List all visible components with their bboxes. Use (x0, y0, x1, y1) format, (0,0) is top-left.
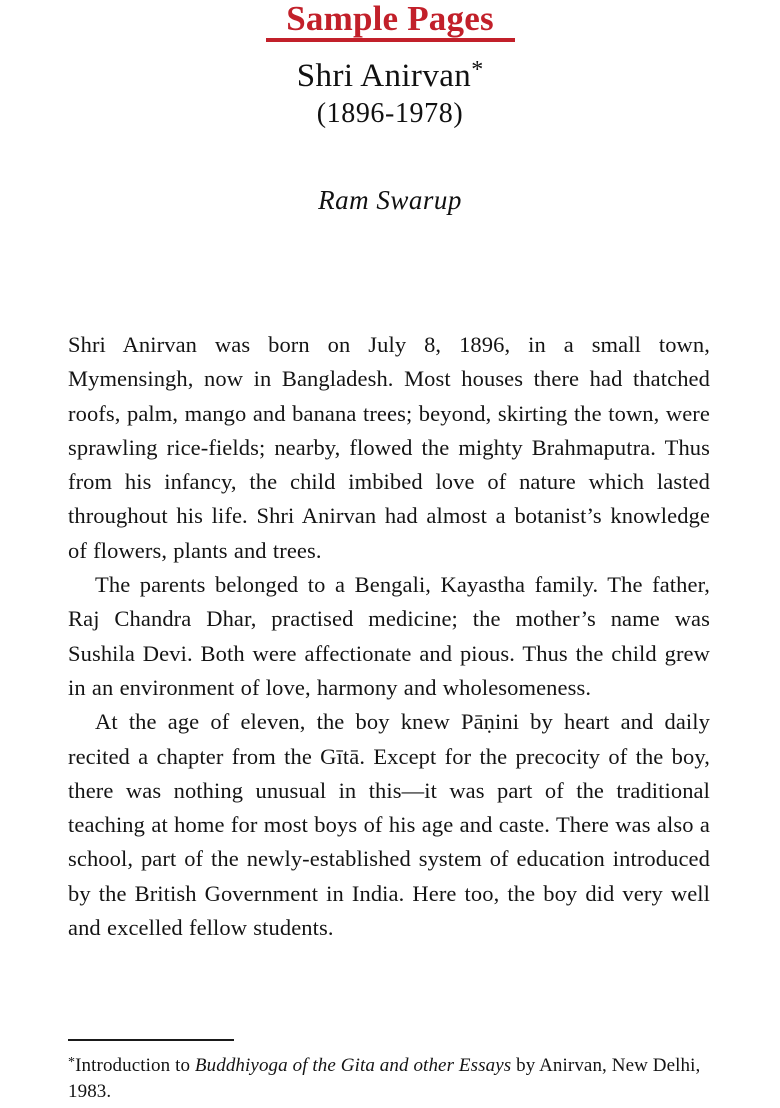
sample-pages-label: Sample Pages (286, 0, 494, 38)
footnote-text (68, 1050, 710, 1105)
footnote-block (68, 1039, 710, 1105)
banner-underline-rule (266, 38, 515, 42)
body-text-column (68, 328, 710, 945)
body-paragraph-2: The parents belonged to a Bengali, Kayastha family. The father, Raj Chandra Dhar, practised medicine; the mother’s name was Sushila Devi. Both were affectionate and pious. Thus the child grew in an environment of love, harmony and wholesomeness. (68, 572, 710, 700)
footnote-source-title: Buddhiyoga of the Gita and other Essays (194, 1055, 512, 1076)
footnote-separator-rule (68, 1039, 234, 1041)
footnote-marker: * (68, 1055, 76, 1070)
subject-name: Shri Anirvan (296, 58, 472, 94)
page-title (0, 51, 780, 96)
body-paragraph-1: Shri Anirvan was born on July 8, 1896, in a small town, Mymensingh, now in Bangladesh. Most houses there had thatched roofs, palm, mango and banana trees; beyond, skirting the town, were sprawling rice-fields; nearby, flowed the mighty Brahmaputra. Thus from his infancy, the child imbibed love of nature which lasted throughout his life. Shri Anirvan had almost a botanist’s knowledge of flowers, plants and trees. (68, 332, 710, 563)
subject-lifespan: (1896-1978) (316, 98, 464, 129)
author-byline: Ram Swarup (318, 185, 462, 215)
body-paragraph-3: At the age of eleven, the boy knew Pāṇini by heart and daily recited a chapter from the Gītā. Except for the precocity of the boy, there was nothing unusual in this—it was part of the traditional teaching at home for most boys of his age and caste. There was also a school, part of the newly-established system of education introduced by the British Government in India. Here too, the boy did very well and excelled fellow students. (68, 709, 710, 941)
sample-pages-banner (0, 0, 780, 42)
title-footnote-marker: * (471, 57, 484, 83)
footnote-tail: by Anirvan, New Delhi, 1983. (68, 1055, 701, 1102)
title-block (0, 51, 780, 131)
footnote-lead: Introduction to (75, 1055, 195, 1076)
